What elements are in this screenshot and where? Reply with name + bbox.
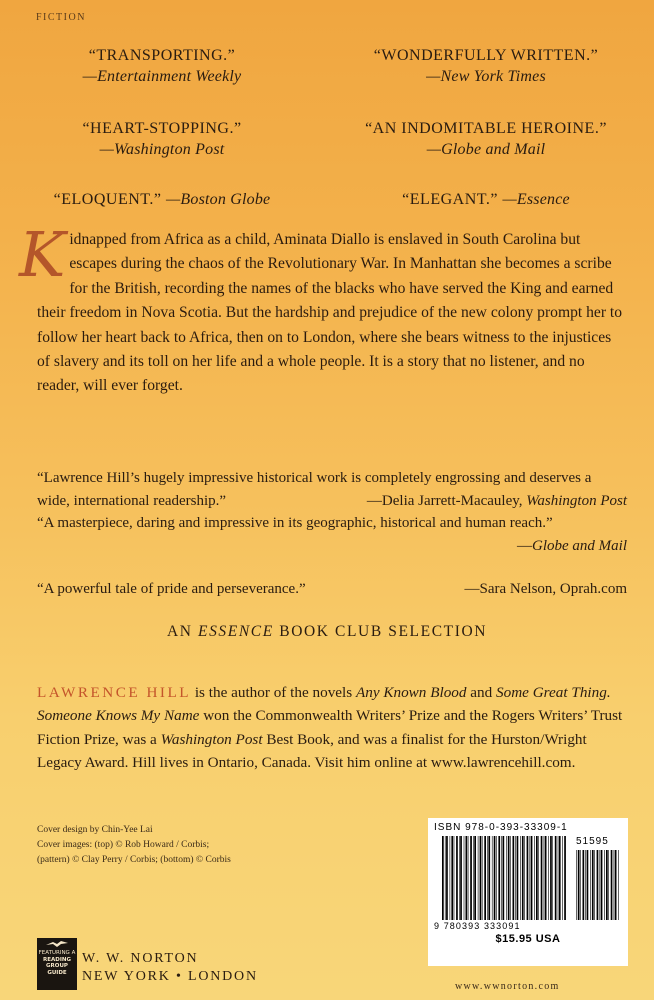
- review-publication: Washington Post: [526, 493, 627, 509]
- barcode-bar: [541, 836, 543, 920]
- barcode-panel: [428, 818, 628, 966]
- barcode-bar: [534, 836, 535, 920]
- barcode-bar: [592, 850, 594, 920]
- barcode-bar: [604, 850, 605, 920]
- barcode-bar: [513, 836, 515, 920]
- barcode-bar: [530, 836, 531, 920]
- logo-line: FEATURING A: [38, 950, 76, 956]
- praise-quote-text: “HEART-STOPPING.”: [82, 120, 242, 137]
- reading-group-guide-logo: [37, 938, 77, 990]
- barcode-bar: [468, 836, 469, 920]
- barcode-bar: [580, 850, 581, 920]
- isbn-digits: 9 780393 333091: [434, 921, 521, 931]
- barcode-bar: [594, 850, 595, 920]
- barcode-bar: [608, 850, 609, 920]
- barcode-bar: [466, 836, 468, 920]
- credit-line: (pattern) © Clay Perry / Corbis; (bottom) © Corbis: [37, 855, 231, 865]
- barcode-bar: [590, 850, 591, 920]
- barcode-bar: [487, 836, 488, 920]
- barcode-bar: [459, 836, 460, 920]
- barcode-bar: [456, 836, 458, 920]
- barcode-bar: [494, 836, 496, 920]
- barcode-bar: [460, 836, 462, 920]
- praise-quote-source: —Globe and Mail: [426, 141, 546, 158]
- barcode-bar: [492, 836, 493, 920]
- barcode-bar: [442, 836, 444, 920]
- synopsis: [19, 218, 627, 399]
- barcode-bar: [555, 836, 557, 920]
- price: $15.95 USA: [495, 933, 561, 945]
- isbn-label: ISBN 978-0-393-33309-1: [434, 822, 568, 833]
- barcode-bar: [576, 850, 577, 920]
- bio-text: is the author of the novels: [191, 684, 356, 701]
- barcode-bar: [583, 850, 585, 920]
- book-club-suffix: BOOK CLUB SELECTION: [273, 623, 488, 640]
- price-code: 51595: [576, 836, 609, 847]
- bio-text: and: [466, 684, 497, 701]
- publisher-name: W. W. NORTON: [82, 951, 199, 966]
- barcode-bar: [446, 836, 448, 920]
- review-text: “Lawrence Hill’s hugely impressive historical work is completely engrossing and deserves a wide, international readership.”: [37, 470, 592, 509]
- barcode-bar: [450, 836, 451, 920]
- review-attribution: [37, 535, 627, 558]
- barcode-bar: [496, 836, 497, 920]
- book-club-selection: [0, 623, 654, 641]
- genre-label: FICTION: [36, 12, 86, 23]
- review-attribution: —Sara Nelson, Oprah.com: [464, 581, 627, 597]
- ean-barcode: [442, 836, 566, 920]
- bio-text: won the Commonwealth Writers’ Prize and the Rogers Writers’ Trust Fiction Prize, was a: [37, 707, 623, 748]
- cover-credits: [37, 823, 231, 868]
- review-2: [37, 512, 627, 558]
- barcode-bar: [508, 836, 510, 920]
- barcode-bar: [615, 850, 617, 920]
- barcode-bar: [480, 836, 482, 920]
- barcode-bar: [544, 836, 545, 920]
- barcode-bar: [597, 850, 599, 920]
- praise-quote-source: —Essence: [502, 191, 570, 208]
- barcode-bar: [464, 836, 465, 920]
- bio-text: Best Book, and was a finalist for the Hurston/Wright Legacy Award. Hill lives in Ontario, Canada. Visit him online at www.lawrencehill.com.: [37, 730, 587, 772]
- drop-cap: K: [19, 218, 66, 291]
- barcode-bar: [550, 836, 552, 920]
- barcode-bar: [482, 836, 483, 920]
- bird-icon: [45, 940, 69, 948]
- barcode-bar: [520, 836, 521, 920]
- praise-quote-text: “TRANSPORTING.”: [88, 47, 236, 64]
- barcode-bar: [618, 850, 619, 920]
- review-1: [37, 467, 627, 513]
- barcode-bar: [578, 850, 580, 920]
- barcode-bar: [564, 836, 566, 920]
- barcode-bar: [451, 836, 453, 920]
- praise-quote-text: “ELOQUENT.”: [53, 191, 162, 208]
- book-club-name: ESSENCE: [198, 623, 274, 640]
- credit-line: Cover design by Chin-Yee Lai: [37, 825, 153, 835]
- logo-line: GUIDE: [47, 969, 67, 976]
- barcode-bar: [552, 836, 553, 920]
- barcode-bar: [501, 836, 502, 920]
- barcode-bar: [470, 836, 472, 920]
- barcode-bar: [559, 836, 561, 920]
- barcode-bar: [473, 836, 474, 920]
- synopsis-text: from Africa as a child, Aminata Diallo is enslaved in South Carolina but escapes during the chaos of the Revolutionary War. In Manhattan she becomes a scribe for the British, recording the names of the blacks who have served the King and earned their freedom in Nova Scotia. But the hardship and prejudice of the new colony prompt her to follow her heart back to Africa, then on to London, where she bears witness to the injustices of slavery and its toll on her life and a whole people. It is a story that no listener, and no reader, will ever forget.: [37, 231, 623, 395]
- barcode-bar: [498, 836, 500, 920]
- barcode-bar: [515, 836, 516, 920]
- barcode-bar: [531, 836, 533, 920]
- book-club-prefix: AN: [166, 623, 198, 640]
- barcode-bar: [562, 836, 563, 920]
- praise-quote-1: [12, 45, 312, 87]
- review-3: [37, 578, 627, 601]
- barcode-bar: [548, 836, 549, 920]
- barcode-bar: [488, 836, 490, 920]
- barcode-bar: [517, 836, 519, 920]
- synopsis-lead: idnapped: [69, 231, 127, 248]
- praise-quote-text: “ELEGANT.”: [402, 191, 498, 208]
- barcode-bar: [558, 836, 559, 920]
- barcode-bar: [600, 850, 601, 920]
- barcode-bar: [524, 836, 525, 920]
- barcode-bar: [587, 850, 589, 920]
- barcode-bar: [484, 836, 486, 920]
- publisher-website: www.wwnorton.com: [455, 981, 560, 992]
- barcode-bar: [454, 836, 455, 920]
- barcode-bar: [538, 836, 539, 920]
- barcode-bar: [606, 850, 608, 920]
- review-author: —Delia Jarrett-Macauley,: [366, 493, 527, 509]
- praise-quote-4: [336, 118, 636, 160]
- barcode-bar: [536, 836, 538, 920]
- barcode-bar: [611, 850, 613, 920]
- barcode-area: [434, 836, 622, 920]
- praise-quote-2: [336, 45, 636, 87]
- review-text: “A masterpiece, daring and impressive in its geographic, historical and human reach.”: [37, 515, 553, 531]
- credit-line: Cover images: (top) © Rob Howard / Corbis;: [37, 840, 210, 850]
- review-attribution: [367, 490, 627, 513]
- barcode-bar: [445, 836, 446, 920]
- book-title: Some Great Thing. Someone Knows My Name: [37, 684, 611, 725]
- barcode-bar: [506, 836, 507, 920]
- praise-quote-source: —Boston Globe: [165, 191, 271, 208]
- logo-line: READING: [43, 956, 71, 963]
- publisher-cities: NEW YORK • LONDON: [82, 969, 258, 984]
- praise-quote-text: “WONDERFULLY WRITTEN.”: [373, 47, 599, 64]
- barcode-bar: [585, 850, 586, 920]
- review-text: “A powerful tale of pride and perseverance.”: [37, 581, 306, 597]
- author-name: LAWRENCE HILL: [37, 684, 192, 701]
- barcode-bar: [510, 836, 511, 920]
- praise-quote-3: [12, 118, 312, 160]
- barcode-bar: [522, 836, 524, 920]
- praise-quote-source: —Washington Post: [99, 141, 225, 158]
- book-title: Any Known Blood: [355, 684, 467, 701]
- barcode-bar: [478, 836, 479, 920]
- praise-quote-text: “AN INDOMITABLE HEROINE.”: [365, 120, 607, 137]
- author-bio: [37, 681, 627, 775]
- barcode-bar: [601, 850, 603, 920]
- logo-line: GROUP: [46, 963, 68, 970]
- publication-name: Washington Post: [160, 730, 263, 748]
- addon-barcode: [576, 850, 620, 920]
- publisher: [82, 950, 258, 986]
- barcode-bar: [503, 836, 505, 920]
- barcode-bar: [614, 850, 615, 920]
- barcode-bar: [545, 836, 547, 920]
- review-author: —: [517, 538, 532, 554]
- praise-quote-6: [336, 189, 636, 210]
- praise-quote-5: [12, 189, 312, 210]
- barcode-bar: [527, 836, 529, 920]
- praise-quote-source: —Entertainment Weekly: [82, 68, 242, 85]
- review-publication: Globe and Mail: [532, 538, 627, 554]
- praise-quote-source: —New York Times: [426, 68, 546, 85]
- barcode-bar: [474, 836, 476, 920]
